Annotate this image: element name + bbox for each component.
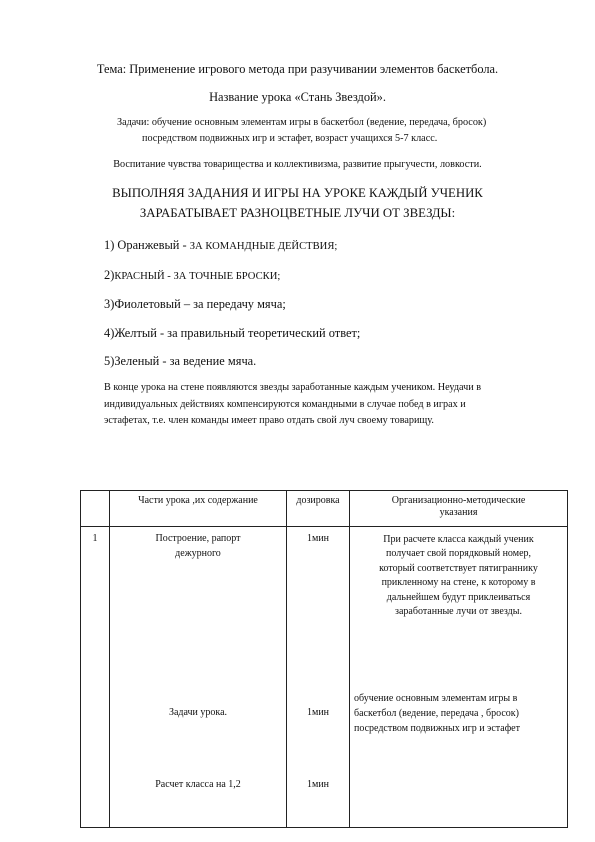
lesson-title: Название урока «Стань Звездой». — [209, 90, 386, 104]
guideline-1-line-5: дальнейшем будут приклеиваться — [386, 591, 531, 603]
summary-line-2: индивидуальных действиях компенсируются командными в случае побед в играх и — [104, 399, 466, 410]
tasks-line-1: Задачи: обучение основным элементам игры в баскетбол (ведение, передача, бросок) — [117, 117, 487, 128]
ray-item-3-prefix: 3)Фиолетовый — [104, 297, 181, 311]
lesson-table — [80, 490, 568, 828]
summary-line-1: В конце урока на стене появляются звезды заработанные каждым учеником. Неудачи в — [104, 382, 482, 393]
guideline-1-line-1: При расчете класса каждый ученик — [383, 534, 534, 545]
ray-item-3 — [104, 297, 286, 312]
ray-item-4-prefix: 4)Желтый — [104, 326, 157, 340]
guideline-2-line-2: баскетбол (ведение, передача , бросок) — [354, 708, 519, 719]
summary-line-3: эстафетах, т.е. член команды имеет право отдать свой луч своему товарищу. — [104, 415, 434, 426]
part-1-line-2: дежурного — [175, 548, 221, 559]
guideline-1-line-2: получает свой порядковый номер, — [385, 548, 532, 560]
ray-item-2-prefix: 2) — [104, 268, 115, 282]
part-2: Задачи урока. — [168, 707, 228, 718]
guideline-2-line-1: обучение основным элементам игры в — [354, 693, 518, 704]
ray-item-4-rest: - за правильный теоретический ответ; — [156, 326, 361, 340]
dosage-2: 1мин — [306, 707, 330, 718]
heading-line-2: ЗАРАБАТЫВАЕТ РАЗНОЦВЕТНЫЕ ЛУЧИ ОТ ЗВЕЗДЫ: — [139, 206, 456, 220]
row-guidelines-cell — [350, 527, 568, 828]
ray-item-5-prefix: 5)Зеленый — [104, 354, 160, 368]
ray-item-3-rest: – за передачу мяча; — [180, 297, 286, 311]
row-number: 1 — [92, 533, 98, 544]
ray-item-1-rest: ЗА КОМАНДНЫЕ ДЕЙСТВИЯ; — [189, 241, 338, 252]
dosage-3: 1мин — [306, 779, 330, 790]
guideline-2 — [354, 691, 520, 736]
guideline-1 — [350, 533, 567, 619]
tasks-line-2: посредством подвижных игр и эстафет, возраст учащихся 5-7 класс. — [142, 133, 438, 144]
table-header-row — [81, 491, 568, 527]
ray-item-1 — [104, 238, 337, 253]
dosage-1: 1мин — [306, 533, 330, 544]
table-header-guidelines — [350, 491, 568, 527]
ray-item-5 — [104, 354, 256, 369]
heading-line-1: ВЫПОЛНЯЯ ЗАДАНИЯ И ИГРЫ НА УРОКЕ КАЖДЫЙ УЧЕНИК — [112, 186, 483, 200]
ray-item-2 — [104, 268, 280, 283]
table-header-guidelines-line-2: указания — [439, 507, 478, 518]
row-parts-cell — [110, 527, 287, 828]
table-header-parts: Части урока ,их содержание — [110, 491, 287, 527]
table-header-dosage: дозировка — [287, 491, 350, 527]
guideline-1-line-3: который соответствует пятиграннику — [379, 562, 538, 574]
ray-item-4 — [104, 326, 360, 341]
part-1-line-1: Построение, рапорт — [155, 533, 241, 544]
row-dosage-cell — [287, 527, 350, 828]
guideline-1-line-6: заработанные лучи от звезды. — [395, 606, 522, 618]
table-header-number — [81, 491, 110, 527]
table-row — [81, 527, 568, 828]
lesson-topic: Тема: Применение игрового метода при разучивании элементов баскетбола. — [96, 62, 499, 76]
guideline-2-line-3: посредством подвижных игр и эстафет — [354, 723, 520, 734]
table-header-guidelines-line-1: Организационно-методические — [391, 495, 526, 506]
row-number-cell — [81, 527, 110, 828]
ray-item-5-rest: - за ведение мяча. — [159, 354, 257, 368]
ray-item-2-rest: КРАСНЫЙ - ЗА ТОЧНЫЕ БРОСКИ; — [114, 271, 281, 282]
upbringing-line: Воспитание чувства товарищества и коллективизма, развитие прыгучести, ловкости. — [113, 159, 482, 170]
ray-item-1-prefix: 1) Оранжевый - — [104, 238, 190, 252]
part-3: Расчет класса на 1,2 — [155, 779, 241, 790]
guideline-1-line-4: прикленному на стене, к которому в — [381, 577, 536, 589]
